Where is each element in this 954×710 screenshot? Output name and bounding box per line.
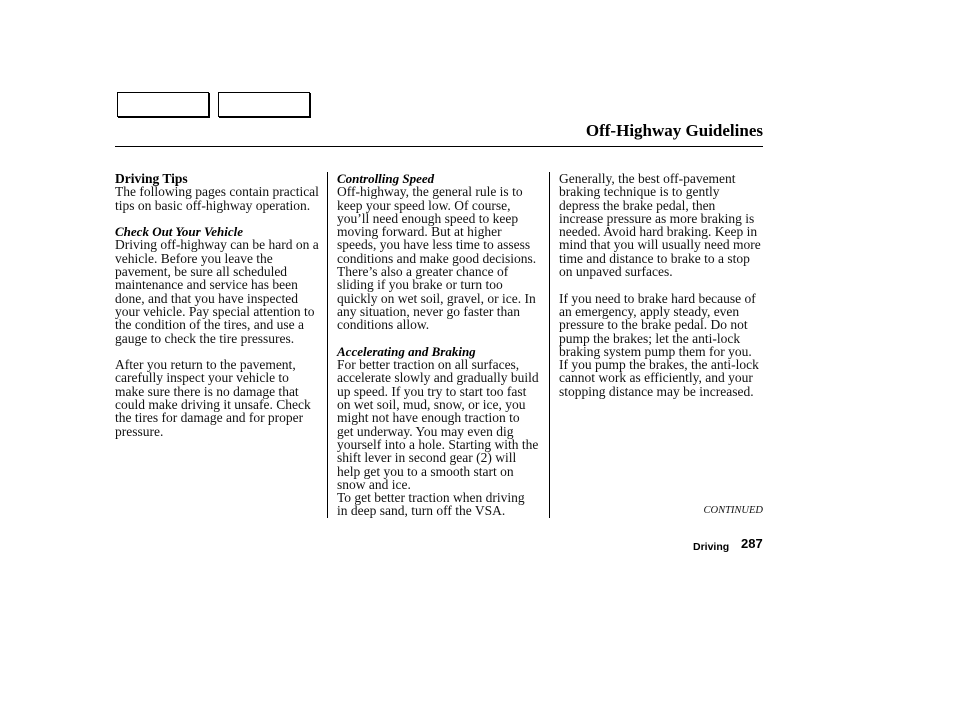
- text-line: tips on basic off-highway operation.: [115, 197, 311, 213]
- section-subheading: Accelerating and Braking: [337, 343, 476, 359]
- column-left: [115, 172, 325, 438]
- text-line: the condition of the tires, and use a: [115, 317, 304, 333]
- section-subheading: Controlling Speed: [337, 171, 435, 186]
- column-divider: [327, 172, 328, 518]
- nav-button-right[interactable]: [218, 92, 310, 117]
- section-subheading: Check Out Your Vehicle: [115, 224, 243, 240]
- text-line: braking technique is to gently: [559, 184, 720, 200]
- text-line: you’ll need enough speed to keep: [337, 210, 519, 226]
- column-divider: [549, 172, 550, 518]
- text-line: done, and that you have inspected: [115, 290, 298, 306]
- text-line: To get better traction when driving: [337, 490, 525, 506]
- text-line: pavement, be sure all scheduled: [115, 264, 288, 280]
- text-line: carefully inspect your vehicle to: [115, 370, 289, 386]
- text-section: [115, 172, 325, 212]
- text-line: shift lever in second gear (2) will: [337, 450, 517, 466]
- text-line: any situation, never go faster than: [337, 303, 520, 319]
- nav-button-left[interactable]: [117, 92, 209, 117]
- text-line: moving forward. But at higher: [337, 224, 502, 240]
- text-line: in deep sand, turn off the VSA.: [337, 503, 506, 519]
- text-line: help get you to a smooth start on: [337, 463, 514, 479]
- text-line: get underway. You may even dig: [337, 423, 514, 439]
- column-middle: [337, 172, 547, 518]
- text-line: Off-highway, the general rule is to: [337, 184, 523, 200]
- text-line: conditions allow.: [337, 317, 430, 333]
- text-line: Generally, the best off-pavement: [559, 171, 736, 186]
- paragraph: [115, 358, 325, 438]
- text-line: For better traction on all surfaces,: [337, 357, 520, 373]
- text-line: gauge to check the tire pressures.: [115, 330, 295, 346]
- text-line: on wet soil, mud, snow, or ice, you: [337, 397, 526, 413]
- paragraph: [115, 185, 325, 212]
- text-line: snow and ice.: [337, 476, 411, 492]
- text-line: mind that you will usually need more: [559, 237, 761, 253]
- text-line: sliding if you brake or turn too: [337, 277, 503, 293]
- text-line: depress the brake pedal, then: [559, 197, 716, 213]
- text-section: [337, 345, 547, 518]
- text-line: increase pressure as more braking is: [559, 210, 755, 226]
- text-line: the tires for damage and for proper: [115, 410, 304, 426]
- text-line: an emergency, apply steady, even: [559, 303, 740, 319]
- text-line: could make driving it unsafe. Check: [115, 397, 311, 413]
- text-line: conditions and make good decisions.: [337, 250, 537, 266]
- page-title: Off-Highway Guidelines: [585, 121, 763, 140]
- text-line: accelerate slowly and gradually build: [337, 370, 539, 386]
- text-line: up speed. If you try to start too fast: [337, 383, 527, 399]
- text-line: quickly on wet soil, gravel, or ice. In: [337, 290, 536, 306]
- text-line: maintenance and service has been: [115, 277, 298, 293]
- footer-section-name: Driving: [693, 541, 730, 553]
- text-line: needed. Avoid hard braking. Keep in: [559, 224, 758, 240]
- paragraph: [559, 292, 763, 398]
- text-line: might not have enough traction to: [337, 410, 520, 426]
- text-line: pump the brakes; let the anti-lock: [559, 330, 741, 346]
- title-rule: [115, 146, 763, 147]
- text-section: [337, 172, 547, 332]
- text-line: There’s also a greater chance of: [337, 264, 509, 280]
- text-line: make sure there is no damage that: [115, 383, 299, 399]
- continued-label: CONTINUED: [703, 505, 763, 516]
- paragraph: [337, 358, 547, 518]
- text-line: keep your speed low. Of course,: [337, 197, 511, 213]
- paragraph: [559, 172, 763, 278]
- text-line: stopping distance may be increased.: [559, 383, 754, 399]
- paragraph: [115, 238, 325, 344]
- text-line: braking system pump them for you.: [559, 343, 752, 359]
- text-line: speeds, you have less time to assess: [337, 237, 531, 253]
- text-line: vehicle. Before you leave the: [115, 250, 273, 266]
- text-line: yourself into a hole. Starting with the: [337, 436, 539, 452]
- text-line: The following pages contain practical: [115, 184, 319, 200]
- paragraph: [337, 185, 547, 331]
- text-line: your vehicle. Pay special attention to: [115, 303, 315, 319]
- text-line: If you need to brake hard because of: [559, 290, 756, 306]
- text-line: After you return to the pavement,: [115, 357, 296, 373]
- text-line: cannot work as efficiently, and your: [559, 370, 753, 386]
- text-line: pressure to the brake pedal. Do not: [559, 317, 748, 333]
- text-line: time and distance to brake to a stop: [559, 250, 750, 266]
- text-line: pressure.: [115, 423, 164, 439]
- text-line: If you pump the brakes, the anti-lock: [559, 357, 759, 373]
- text-section: [115, 225, 325, 438]
- page-number: 287: [741, 536, 763, 551]
- text-line: Driving off-highway can be hard on a: [115, 237, 319, 253]
- text-line: on unpaved surfaces.: [559, 264, 673, 280]
- section-heading: Driving Tips: [115, 171, 188, 186]
- text-section: [559, 172, 763, 398]
- column-right: [559, 172, 763, 398]
